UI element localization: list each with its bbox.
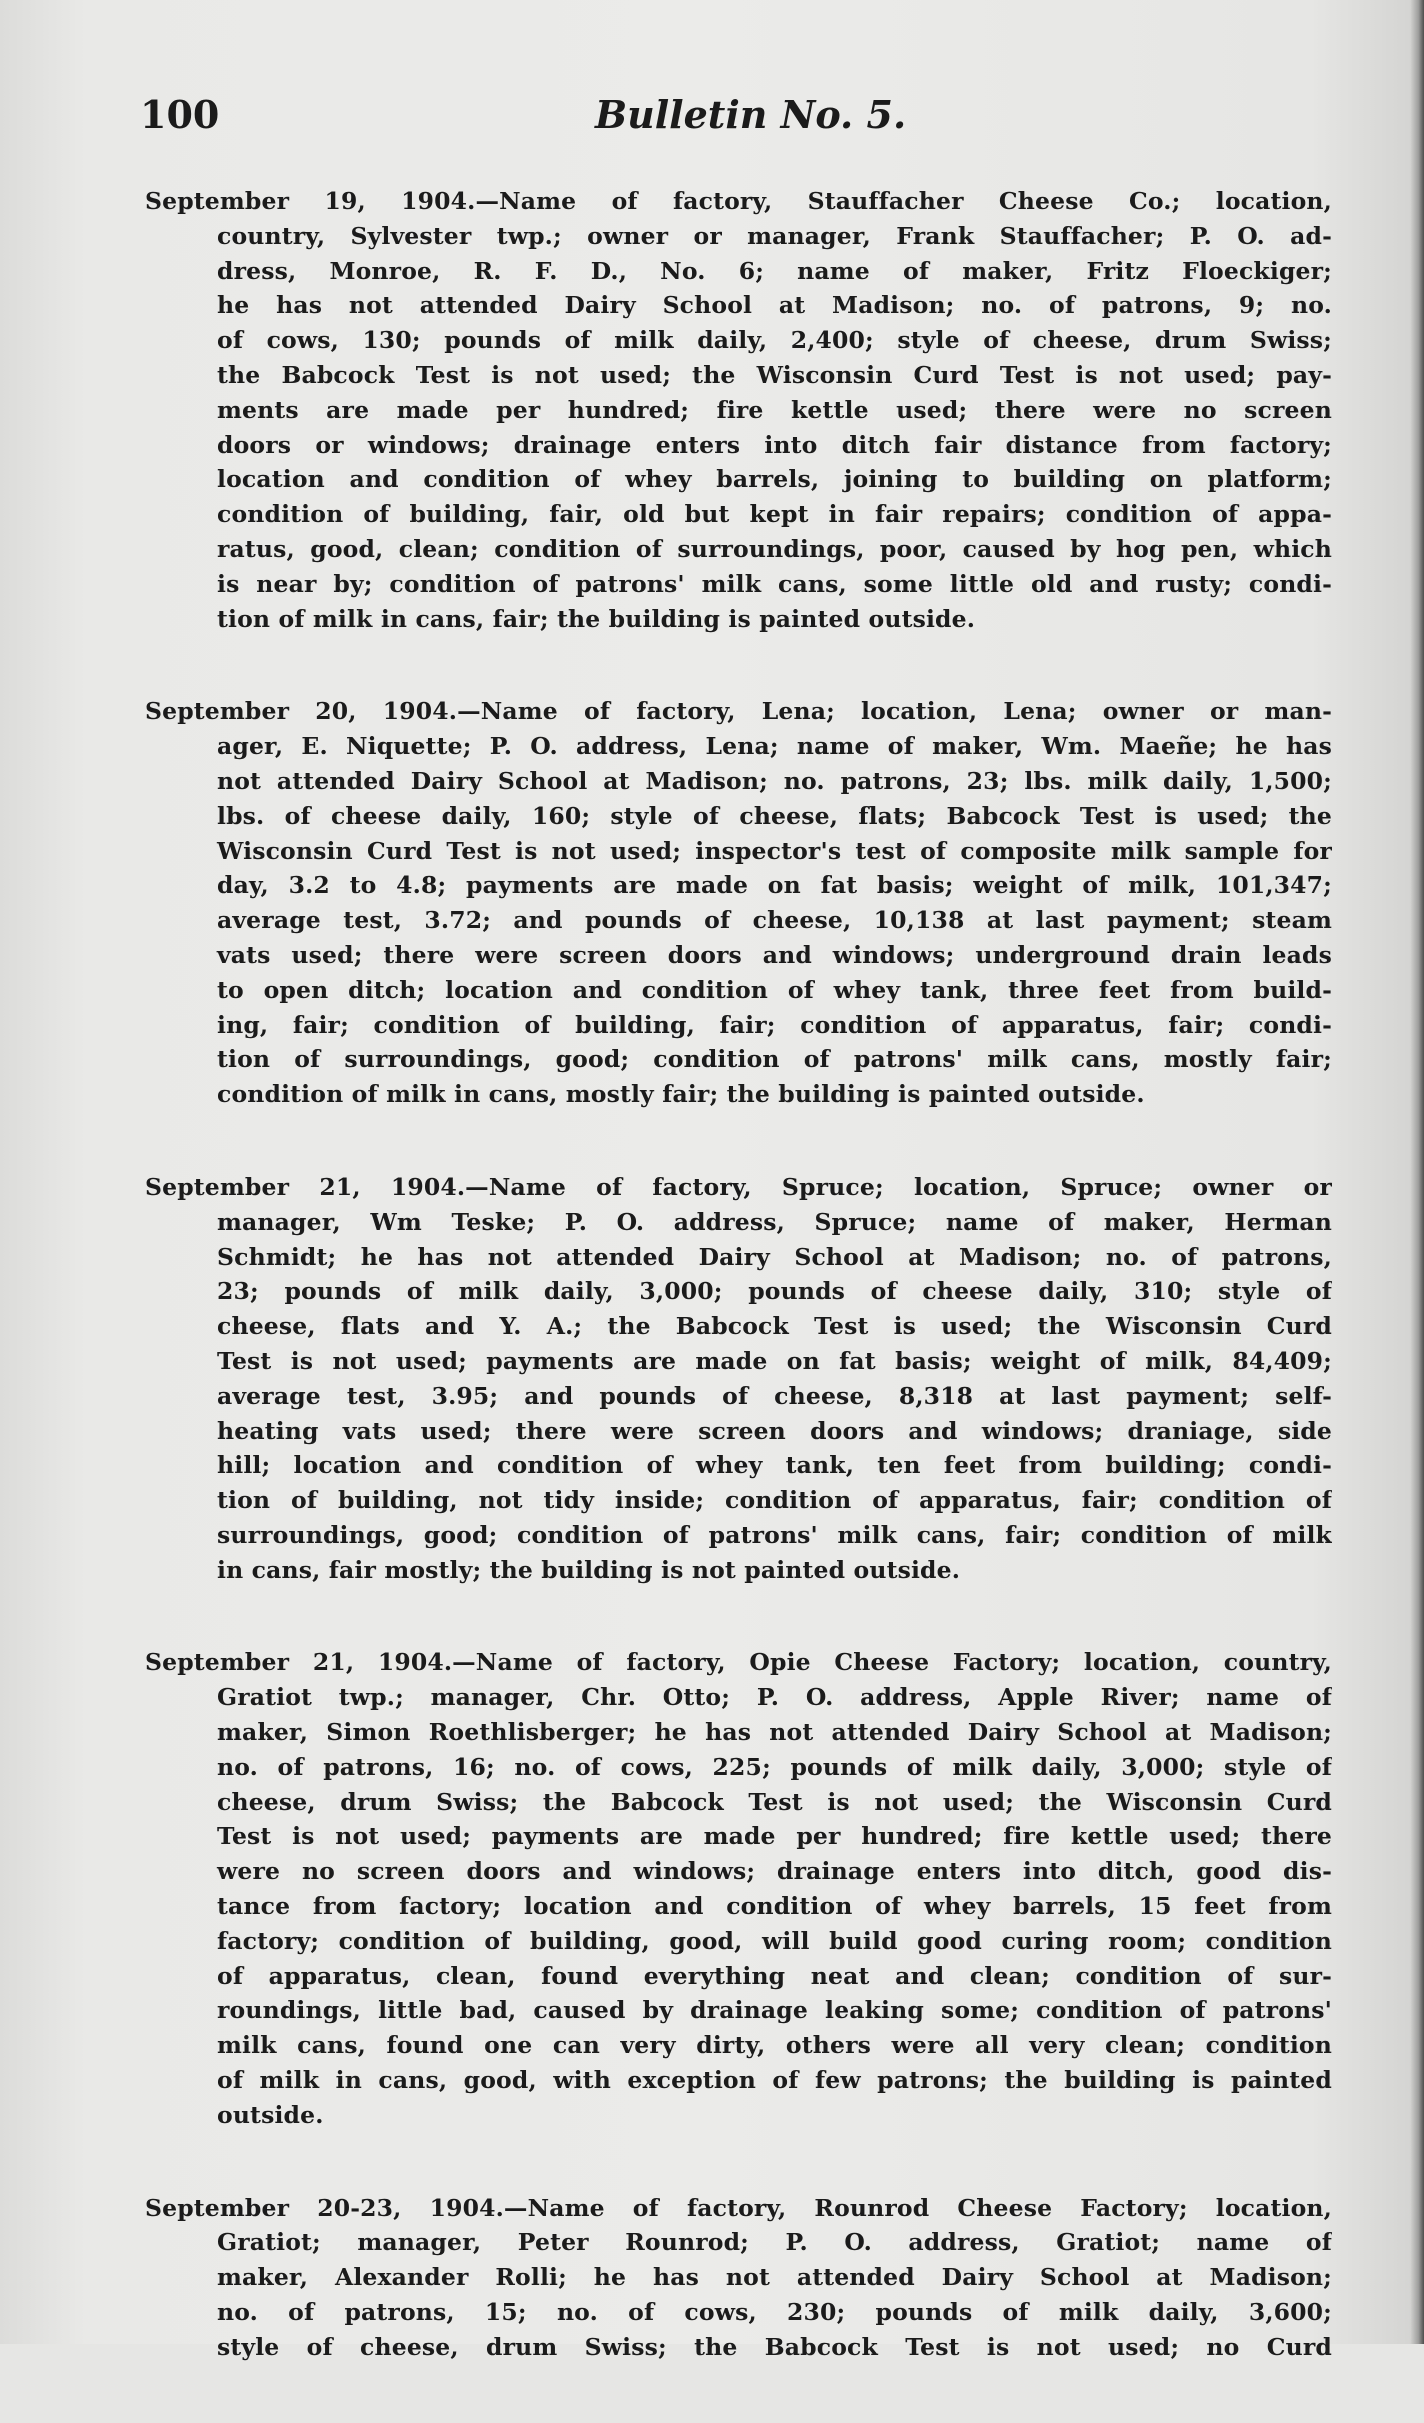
page-edge-shadow: [1410, 0, 1424, 2344]
entry-line: maker, Simon Roethlisberger; he has not attended Dairy School at Madison;: [217, 1718, 1332, 1747]
entry-line: lbs. of cheese daily, 160; style of cheese, flats; Babcock Test is used; the: [217, 801, 1332, 830]
entry-line: Test is not used; payments are made per hundred; fire kettle used; there: [217, 1822, 1332, 1851]
entry-line: doors or windows; drainage enters into ditch fair distance from factory;: [217, 430, 1332, 459]
entry-line: heating vats used; there were screen doors and windows; draniage, side: [217, 1416, 1332, 1445]
entry-line: tion of surroundings, good; condition of patrons' milk cans, mostly fair;: [217, 1045, 1332, 1074]
entry-line: Gratiot twp.; manager, Chr. Otto; P. O. address, Apple River; name of: [217, 1683, 1332, 1712]
page-number: 100: [140, 92, 220, 137]
entry-line: outside.: [217, 2100, 324, 2129]
running-title: Bulletin No. 5.: [595, 92, 907, 137]
entry-line: hill; location and condition of whey tank, ten feet from building; condi-: [217, 1451, 1332, 1480]
entry-line: Schmidt; he has not attended Dairy School at Madison; no. of patrons,: [217, 1242, 1332, 1271]
entry-line: were no screen doors and windows; drainage enters into ditch, good dis-: [217, 1857, 1332, 1886]
entry-line: dress, Monroe, R. F. D., No. 6; name of maker, Fritz Floeckiger;: [217, 256, 1332, 285]
inspection-entries: [145, 184, 1332, 2423]
entry-line: no. of patrons, 15; no. of cows, 230; pounds of milk daily, 3,600;: [217, 2298, 1332, 2327]
entry-line: cheese, flats and Y. A.; the Babcock Test is used; the Wisconsin Curd: [217, 1312, 1332, 1341]
entry-line: Gratiot; manager, Peter Rounrod; P. O. address, Gratiot; name of: [217, 2228, 1332, 2257]
entry-first-line: September 20-23, 1904.—Name of factory, Rounrod Cheese Factory; location,: [145, 2193, 1332, 2222]
entry-line: ager, E. Niquette; P. O. address, Lena; name of maker, Wm. Maeñe; he has: [217, 732, 1332, 761]
entry-line: he has not attended Dairy School at Madison; no. of patrons, 9; no.: [217, 291, 1332, 320]
entry-line: tance from factory; location and condition of whey barrels, 15 feet from: [217, 1892, 1332, 1921]
entry-line: 23; pounds of milk daily, 3,000; pounds of cheese daily, 310; style of: [217, 1277, 1332, 1306]
page-header: [140, 92, 1340, 152]
entry-first-line: September 19, 1904.—Name of factory, Stauffacher Cheese Co.; location,: [145, 187, 1332, 215]
entry-line: style of cheese, drum Swiss; the Babcock Test is not used; no Curd: [217, 2332, 1332, 2361]
entry-first-line: September 20, 1904.—Name of factory, Lena; location, Lena; owner or man-: [145, 697, 1332, 726]
entry-line: no. of patrons, 16; no. of cows, 225; pounds of milk daily, 3,000; style of: [217, 1752, 1332, 1781]
entry-line: average test, 3.72; and pounds of cheese, 10,138 at last payment; steam: [217, 906, 1332, 935]
entry-line: surroundings, good; condition of patrons' milk cans, fair; condition of milk: [217, 1520, 1332, 1549]
entry-line: ments are made per hundred; fire kettle used; there were no screen: [217, 395, 1332, 424]
factory-entry: [145, 1645, 1332, 2132]
entry-line: milk cans, found one can very dirty, others were all very clean; condition: [217, 2031, 1332, 2060]
entry-line: day, 3.2 to 4.8; payments are made on fat basis; weight of milk, 101,347;: [217, 871, 1332, 900]
entry-line: to open ditch; location and condition of whey tank, three feet from build-: [217, 975, 1332, 1004]
entry-line: is near by; condition of patrons' milk cans, some little old and rusty; condi-: [217, 569, 1332, 598]
entry-line: country, Sylvester twp.; owner or manager, Frank Stauffacher; P. O. ad-: [217, 221, 1332, 250]
entry-line: condition of milk in cans, mostly fair; the building is painted outside.: [217, 1080, 1145, 1109]
entry-line: tion of milk in cans, fair; the building is painted outside.: [217, 604, 976, 633]
entry-line: maker, Alexander Rolli; he has not attended Dairy School at Madison;: [217, 2263, 1332, 2292]
entry-line: cheese, drum Swiss; the Babcock Test is not used; the Wisconsin Curd: [217, 1787, 1332, 1816]
entry-line: condition of building, fair, old but kept in fair repairs; condition of appa-: [217, 500, 1332, 529]
entry-line: Test is not used; payments are made on fat basis; weight of milk, 84,409;: [217, 1346, 1332, 1375]
entry-line: vats used; there were screen doors and windows; underground drain leads: [217, 940, 1332, 969]
entry-line: Wisconsin Curd Test is not used; inspector's test of composite milk sample for: [217, 836, 1332, 865]
entry-line: in cans, fair mostly; the building is not painted outside.: [217, 1555, 961, 1584]
factory-entry: [145, 694, 1332, 1112]
factory-entry: [145, 1170, 1332, 1588]
entry-first-line: September 21, 1904.—Name of factory, Opie Cheese Factory; location, country,: [145, 1648, 1332, 1677]
entry-line: location and condition of whey barrels, joining to building on platform;: [217, 465, 1332, 494]
entry-first-line: September 21, 1904.—Name of factory, Spruce; location, Spruce; owner or: [145, 1172, 1332, 1201]
entry-line: tion of building, not tidy inside; condition of apparatus, fair; condition of: [217, 1486, 1332, 1515]
entry-line: of apparatus, clean, found everything neat and clean; condition of sur-: [217, 1961, 1332, 1990]
entry-line: of milk in cans, good, with exception of few patrons; the building is painted: [217, 2066, 1332, 2095]
entry-line: of cows, 130; pounds of milk daily, 2,400; style of cheese, drum Swiss;: [217, 326, 1332, 355]
entry-line: ratus, good, clean; condition of surroundings, poor, caused by hog pen, which: [217, 534, 1332, 563]
entry-line: manager, Wm Teske; P. O. address, Spruce; name of maker, Herman: [217, 1207, 1332, 1236]
entry-line: not attended Dairy School at Madison; no. patrons, 23; lbs. milk daily, 1,500;: [217, 766, 1332, 795]
entry-line: ing, fair; condition of building, fair; condition of apparatus, fair; condi-: [217, 1010, 1332, 1039]
entry-line: the Babcock Test is not used; the Wisconsin Curd Test is not used; pay-: [217, 360, 1332, 389]
factory-entry: [145, 184, 1332, 636]
factory-entry: [145, 2191, 1332, 2365]
entry-line: average test, 3.95; and pounds of cheese, 8,318 at last payment; self-: [217, 1381, 1332, 1410]
entry-line: factory; condition of building, good, will build good curing room; condition: [217, 1926, 1332, 1955]
entry-line: roundings, little bad, caused by drainage leaking some; condition of patrons': [217, 1996, 1332, 2025]
